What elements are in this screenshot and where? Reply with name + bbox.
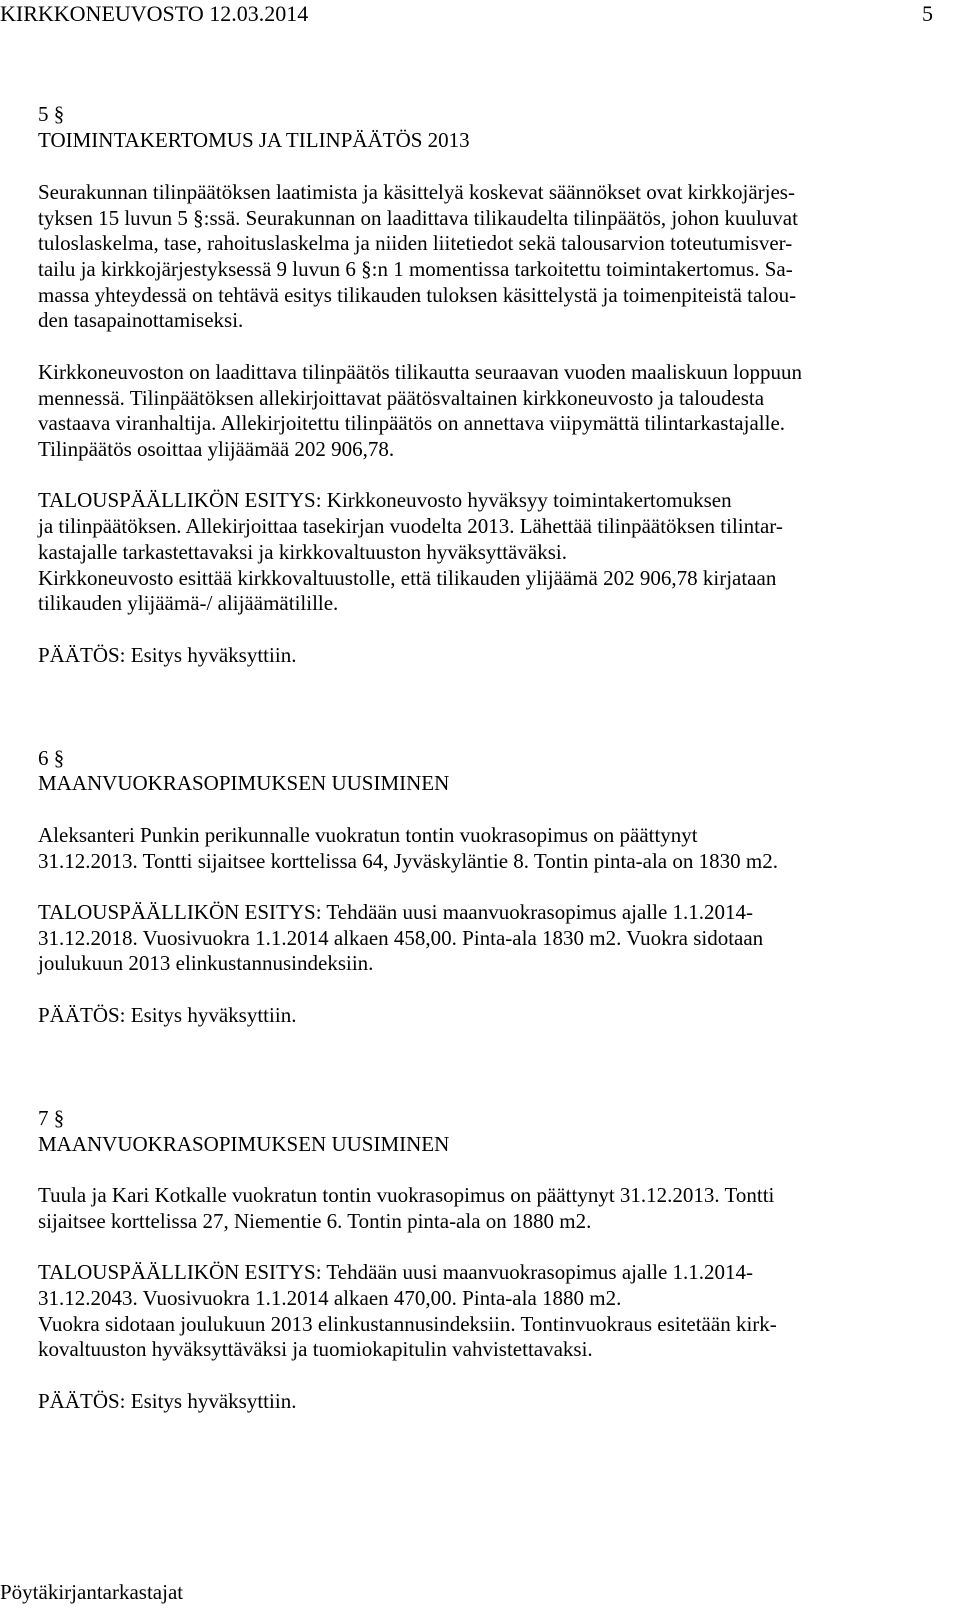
paragraph-line: Seurakunnan tilinpäätöksen laatimista ja käsittelyä koskevat säännökset ovat kirkkojärjes- (38, 180, 795, 204)
paragraph-line: 31.12.2013. Tontti sijaitsee korttelissa 64, Jyväskyläntie 8. Tontin pinta-ala on 1830 m2. (38, 849, 778, 873)
proposal-line: TALOUSPÄÄLLIKÖN ESITYS: Tehdään uusi maanvuokrasopimus ajalle 1.1.2014- (38, 1260, 754, 1284)
proposal-line: Vuokra sidotaan joulukuun 2013 elinkustannusindeksiin. Tontinvuokraus esitetään kirk- (38, 1312, 777, 1336)
proposal-line: joulukuun 2013 elinkustannusindeksiin. (38, 951, 374, 975)
proposal-line: kovaltuuston hyväksyttäväksi ja tuomiokapitulin vahvistettavaksi. (38, 1337, 593, 1361)
proposal-line: ja tilinpäätöksen. Allekirjoittaa tasekirjan vuodelta 2013. Lähettää tilinpäätöksen tilintar- (38, 514, 783, 538)
paragraph-line: massa yhteydessä on tehtävä esitys tilikauden tuloksen käsittelystä ja toimenpiteistä talou- (38, 283, 797, 307)
proposal-line: TALOUSPÄÄLLIKÖN ESITYS: Tehdään uusi maanvuokrasopimus ajalle 1.1.2014- (38, 900, 754, 924)
footer-signers-label: Pöytäkirjantarkastajat (0, 1580, 184, 1604)
paragraph-line: vastaava viranhaltija. Allekirjoitettu tilinpäätös on annettava viipymättä tilintarkastajalle. (38, 411, 786, 435)
paragraph-line: Aleksanteri Punkin perikunnalle vuokratun tontin vuokrasopimus on päättynyt (38, 823, 698, 847)
decision-line: PÄÄTÖS: Esitys hyväksyttiin. (38, 1003, 297, 1027)
paragraph-line: mennessä. Tilinpäätöksen allekirjoittavat päätösvaltainen kirkkoneuvosto ja taloudesta (38, 386, 765, 410)
section-5-number: 5 § (38, 102, 65, 126)
header-title: KIRKKONEUVOSTO 12.03.2014 (0, 1, 309, 26)
proposal-line: 31.12.2043. Vuosivuokra 1.1.2014 alkaen 470,00. Pinta-ala 1880 m2. (38, 1286, 622, 1310)
paragraph-line: sijaitsee korttelissa 27, Niementie 6. Tontin pinta-ala on 1880 m2. (38, 1209, 592, 1233)
proposal-line: 31.12.2018. Vuosivuokra 1.1.2014 alkaen 458,00. Pinta-ala 1830 m2. Vuokra sidotaan (38, 926, 764, 950)
page-number: 5 (922, 1, 933, 26)
paragraph-line: Tuula ja Kari Kotkalle vuokratun tontin vuokrasopimus on päättynyt 31.12.2013. Tontti (38, 1183, 775, 1207)
proposal-line: Kirkkoneuvosto esittää kirkkovaltuustolle, että tilikauden ylijäämä 202 906,78 kirjataan (38, 566, 777, 590)
section-7-number: 7 § (38, 1106, 65, 1130)
paragraph-line: tailu ja kirkkojärjestyksessä 9 luvun 6 §:n 1 momentissa tarkoitettu toimintakertomus. Sa- (38, 257, 793, 281)
section-7-title: MAANVUOKRASOPIMUKSEN UUSIMINEN (38, 1132, 450, 1156)
paragraph-line: den tasapainottamiseksi. (38, 308, 244, 332)
proposal-line: kastajalle tarkastettavaksi ja kirkkovaltuuston hyväksyttäväksi. (38, 540, 567, 564)
paragraph-line: tuloslaskelma, tase, rahoituslaskelma ja niiden liitetiedot sekä talousarvion toteutumisver- (38, 231, 793, 255)
paragraph-line: Tilinpäätös osoittaa ylijäämää 202 906,78. (38, 437, 395, 461)
decision-line: PÄÄTÖS: Esitys hyväksyttiin. (38, 1389, 297, 1413)
paragraph-line: Kirkkoneuvoston on laadittava tilinpäätös tilikautta seuraavan vuoden maaliskuun loppuun (38, 360, 802, 384)
section-6-title: MAANVUOKRASOPIMUKSEN UUSIMINEN (38, 771, 450, 795)
proposal-line: tilikauden ylijäämä-/ alijäämätilille. (38, 591, 339, 615)
section-6-number: 6 § (38, 746, 65, 770)
section-5-title: TOIMINTAKERTOMUS JA TILINPÄÄTÖS 2013 (38, 128, 470, 152)
decision-line: PÄÄTÖS: Esitys hyväksyttiin. (38, 643, 297, 667)
paragraph-line: tyksen 15 luvun 5 §:ssä. Seurakunnan on laadittava tilikaudelta tilinpäätös, johon kuuluvat (38, 206, 798, 230)
proposal-line: TALOUSPÄÄLLIKÖN ESITYS: Kirkkoneuvosto hyväksyy toimintakertomuksen (38, 488, 732, 512)
